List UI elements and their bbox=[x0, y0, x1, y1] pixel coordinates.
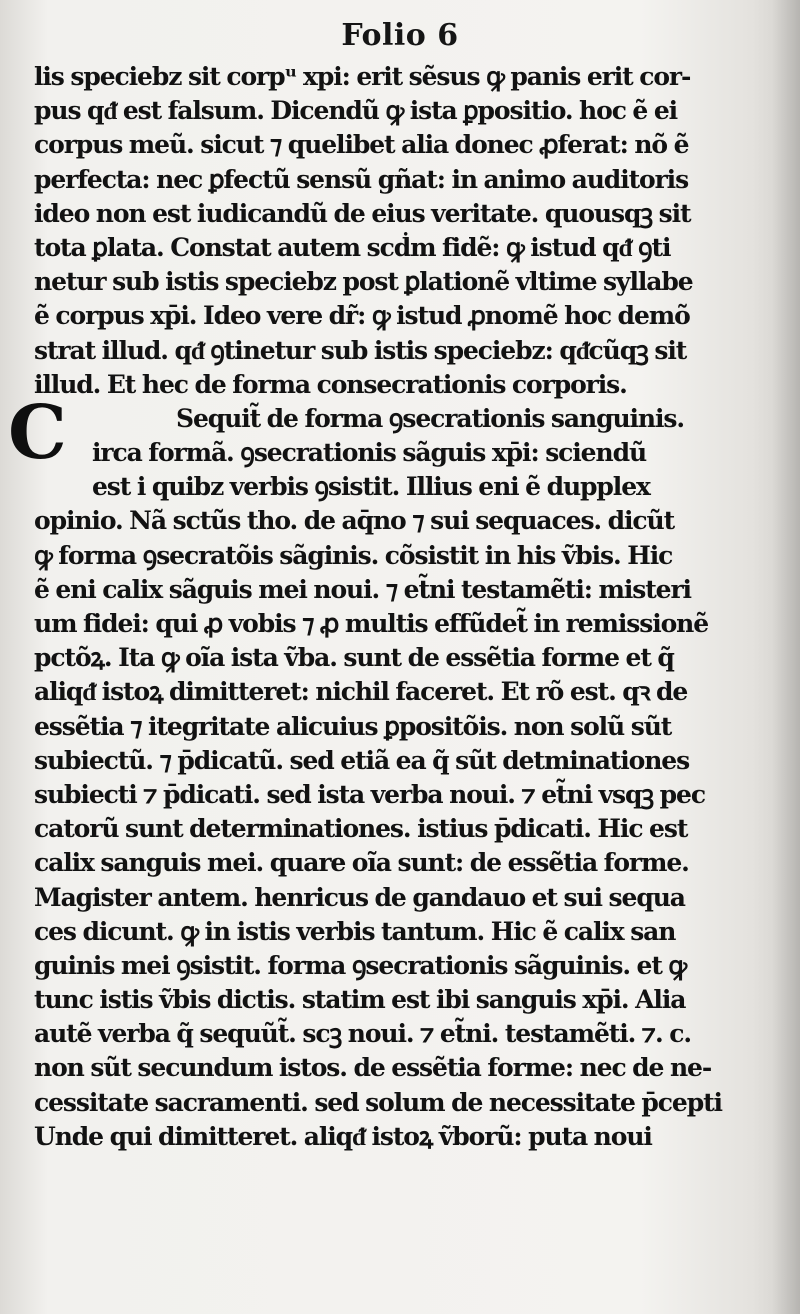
text-line: aliqᵭ istoꝝ dimitteret: nichil faceret. Et rõ est. qꝛ de bbox=[34, 677, 688, 707]
folio-header: Folio 6 bbox=[341, 18, 459, 53]
text-line: ces dicunt. ꝙ in istis verbis tantum. Hic ẽ calix san bbox=[34, 916, 676, 946]
drop-capital-initial: C bbox=[8, 390, 67, 476]
text-line: Unde qui dimitteret. aliqᵭ istoꝝ ṽborũ: puta noui bbox=[34, 1121, 652, 1151]
text-line: subiecti ⁊ p̄dicati. sed ista verba noui. ⁊ et̃ni vsqꝫ pec bbox=[34, 779, 705, 809]
text-line: netur sub istis speciebz post ꝑlationẽ vltime syllabe bbox=[34, 267, 693, 297]
page-edge-shadow bbox=[772, 0, 800, 1314]
text-column bbox=[34, 60, 758, 1154]
text-line: pus qᵭ est falsum. Dicendũ ꝙ ista ꝑpositio. hoc ẽ ei bbox=[34, 96, 678, 126]
text-line: ẽ eni calix sãguis mei noui. ⁊ et̃ni testamẽti: misteri bbox=[34, 574, 691, 604]
text-line: ꝙ forma ꝯsecratõis sãginis. cõsistit in his ṽbis. Hic bbox=[34, 540, 673, 570]
text-line: non sũt secundum istos. de essẽtia forme: nec de ne- bbox=[34, 1053, 712, 1083]
text-line: opinio. Nã sctũs tho. de aq̄no ⁊ sui sequaces. dicũt bbox=[34, 506, 675, 536]
text-line: calix sanguis mei. quare oĩa sunt: de essẽtia forme. bbox=[34, 848, 689, 878]
text-line: um fidei: qui ꝓ vobis ⁊ ꝓ multis effũdet̃ in remissionẽ bbox=[34, 609, 709, 638]
text-line: est i quibz verbis ꝯsistit. Illius eni ẽ dupplex bbox=[92, 472, 650, 502]
text-line: subiectũ. ⁊ p̄dicatũ. sed etiã ea q̃ sũt detminationes bbox=[34, 745, 690, 775]
text-line: irca formã. ꝯsecrationis sãguis xp̄i: sciendũ bbox=[92, 438, 647, 468]
text-line: Magister antem. henricus de gandauo et sui sequa bbox=[34, 882, 685, 912]
text-line: pctõꝝ. Ita ꝙ oĩa ista ṽba. sunt de essẽtia forme et q̃ bbox=[34, 643, 674, 673]
text-line: lis speciebz sit corpᵘ xpi: erit sẽsus ꝙ panis erit cor- bbox=[34, 62, 691, 91]
text-line: strat illud. qᵭ ꝯtinetur sub istis speciebz: qᵭcũqꝫ sit bbox=[34, 335, 687, 365]
text-line: ẽ corpus xp̄i. Ideo vere dr̃: ꝙ istud ꝓnomẽ hoc demõ bbox=[34, 301, 690, 331]
text-line: perfecta: nec ꝑfectũ sensũ gñat: in animo auditoris bbox=[34, 164, 689, 194]
text-line: tota ꝑlata. Constat autem scḋm fidẽ: ꝙ istud qᵭ ꝯti bbox=[34, 232, 671, 262]
section-heading: Sequit̃ de forma ꝯsecrationis sanguinis. bbox=[176, 403, 684, 433]
text-line: tunc istis ṽbis dictis. statim est ibi sanguis xp̄i. Alia bbox=[34, 985, 686, 1015]
text-line: autẽ verba q̃ sequũt̃. scꝫ noui. ⁊ et̃ni. testamẽti. ⁊. c. bbox=[34, 1019, 691, 1049]
text-line: essẽtia ⁊ itegritate alicuius ꝑpositõis. non solũ sũt bbox=[34, 711, 672, 741]
text-line: ideo non est iudicandũ de eius veritate. quousqꝫ sit bbox=[34, 198, 691, 228]
text-line: corpus meũ. sicut ⁊ quelibet alia donec ꝓferat: nõ ẽ bbox=[34, 130, 689, 160]
text-line: guinis mei ꝯsistit. forma ꝯsecrationis sãguinis. et ꝙ bbox=[34, 950, 687, 980]
text-line: illud. Et hec de forma consecrationis corporis. bbox=[34, 369, 627, 399]
text-line: catorũ sunt determinationes. istius p̄dicati. Hic est bbox=[34, 814, 688, 844]
text-line: cessitate sacramenti. sed solum de necessitate p̄cepti bbox=[34, 1087, 722, 1117]
